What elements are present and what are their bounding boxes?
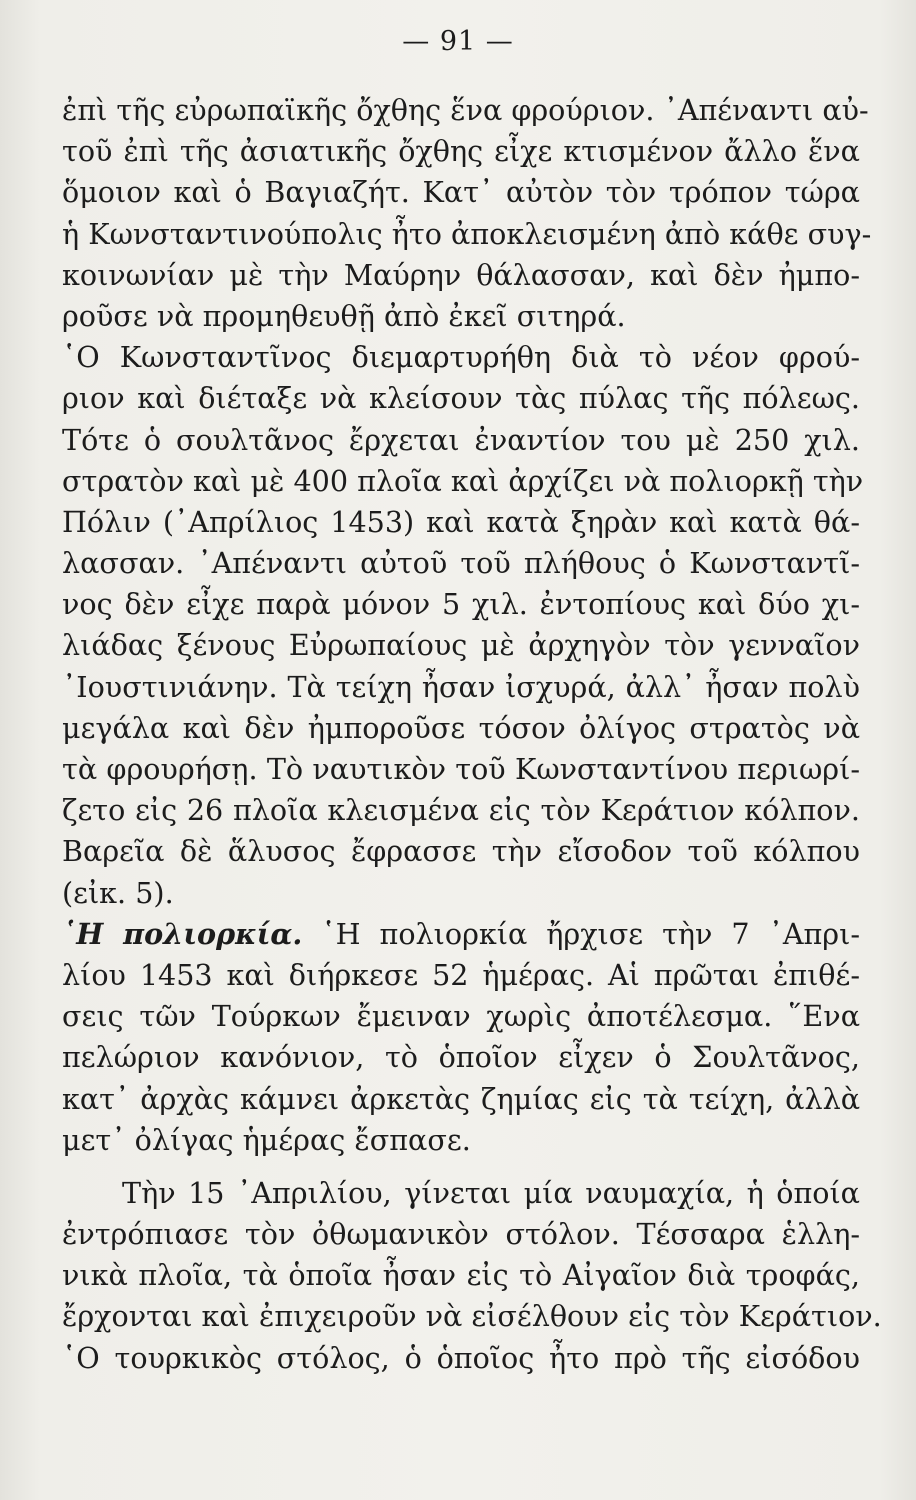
text-line: ζετο εἰς 26 πλοῖα κλεισμένα εἰς τὸν Κεράτιον κόλπον. <box>62 793 860 828</box>
paragraph-constantine-protest <box>62 337 864 914</box>
body-text <box>62 90 882 1379</box>
text-line: (εἰκ. 5). <box>62 875 174 910</box>
text-line: κοινωνίαν μὲ τὴν Μαύρην θάλασσαν, καὶ δὲν ἠμπο- <box>62 257 860 292</box>
text-line: ῾Ο τουρκικὸς στόλος, ὁ ὁποῖος ἦτο πρὸ τῆς εἰσόδου <box>62 1340 860 1375</box>
paragraph-gap <box>62 1161 860 1173</box>
text-line: ἔρχονται καὶ ἐπιχειροῦν νὰ εἰσέλθουν εἰς τὸν Κεράτιον. <box>62 1299 882 1334</box>
text-line: ριον καὶ διέταξε νὰ κλείσουν τὰς πύλας τῆς πόλεως. <box>62 381 860 416</box>
text-line: τὰ φρουρήσῃ. Τὸ ναυτικὸν τοῦ Κωνσταντίνου περιωρί- <box>62 752 860 786</box>
text-line: νικὰ πλοῖα, τὰ ὁποῖα ἦσαν εἰς τὸ Αἰγαῖον διὰ τροφάς, <box>62 1258 860 1293</box>
paragraph-walls-and-forts <box>62 90 872 337</box>
text-line: στρατὸν καὶ μὲ 400 πλοῖα καὶ ἀρχίζει νὰ πολιορκῇ τὴν <box>62 463 864 498</box>
text-line: λιάδας ξένους Εὐρωπαίους μὲ ἀρχηγὸν τὸν γενναῖον <box>62 628 860 663</box>
text-line: ἐντρόπιασε τὸν ὀθωμανικὸν στόλον. Τέσσαρα ἑλλη- <box>62 1217 860 1252</box>
text-line-with-heading <box>62 914 860 955</box>
text-line: σεις τῶν Τούρκων ἔμειναν χωρὶς ἀποτέλεσμα. ῞Ενα <box>62 999 860 1034</box>
text-line: τοῦ ἐπὶ τῆς ἀσιατικῆς ὄχθης εἶχε κτισμένον ἄλλο ἕνα <box>62 134 860 169</box>
text-line: μεγάλα καὶ δὲν ἠμποροῦσε τόσον ὀλίγος στρατὸς νὰ <box>62 710 860 745</box>
text-line: Βαρεῖα δὲ ἅλυσος ἔφρασσε τὴν εἴσοδον τοῦ κόλπου <box>62 834 860 869</box>
text-line: νος δὲν εἶχε παρὰ μόνον 5 χιλ. ἐντοπίους καὶ δύο χι- <box>62 587 860 622</box>
text-line: Τότε ὁ σουλτᾶνος ἔρχεται ἐναντίον του μὲ 250 χιλ. <box>62 422 860 457</box>
text-line: κατ᾿ ἀρχὰς κάμνει ἀρκετὰς ζημίας εἰς τὰ τείχη, ἀλλὰ <box>62 1081 860 1116</box>
section-heading: ῾Η πολιορκία. <box>62 916 303 951</box>
heading-line-rest: ῾Η πολιορκία ἤρχισε τὴν 7 ᾿Απρι- <box>302 916 860 951</box>
paragraph-siege <box>62 914 860 1161</box>
text-line: λίου 1453 καὶ διήρκεσε 52 ἡμέρας. Αἱ πρῶται ἐπιθέ- <box>62 957 860 992</box>
text-line: Τὴν 15 ᾿Απριλίου, γίνεται μία ναυμαχία, ἡ ὁποία <box>122 1175 860 1210</box>
text-line: Πόλιν (᾿Απρίλιος 1453) καὶ κατὰ ξηρὰν καὶ κατὰ θά- <box>62 504 860 539</box>
text-line: ὅμοιον καὶ ὁ Βαγιαζήτ. Κατ᾿ αὐτὸν τὸν τρόπον τώρα <box>62 175 860 210</box>
text-line: ῾Ο Κωνσταντῖνος διεμαρτυρήθη διὰ τὸ νέον φρού- <box>62 340 860 375</box>
text-line: ἡ Κωνσταντινούπολις ἦτο ἀποκλεισμένη ἀπὸ κάθε συγ- <box>62 216 872 251</box>
text-line: ᾿Ιουστινιάνην. Τὰ τείχη ἦσαν ἰσχυρά, ἀλλ᾿ ἦσαν πολὺ <box>62 669 860 704</box>
text-line: ροῦσε νὰ προμηθευθῇ ἀπὸ ἐκεῖ σιτηρά. <box>62 298 626 333</box>
text-line: μετ᾿ ὀλίγας ἡμέρας ἔσπασε. <box>62 1122 471 1157</box>
page-number: — 91 — <box>402 26 514 57</box>
paragraph-naval-battle <box>62 1173 882 1379</box>
text-line: πελώριον κανόνιον, τὸ ὁποῖον εἶχεν ὁ Σουλτᾶνος, <box>62 1040 860 1075</box>
text-line: λασσαν. ᾿Απέναντι αὐτοῦ τοῦ πλήθους ὁ Κωνσταντῖ- <box>62 546 860 581</box>
text-line: ἐπὶ τῆς εὐρωπαϊκῆς ὄχθης ἕνα φρούριον. ᾿Απέναντι αὐ- <box>62 93 869 127</box>
